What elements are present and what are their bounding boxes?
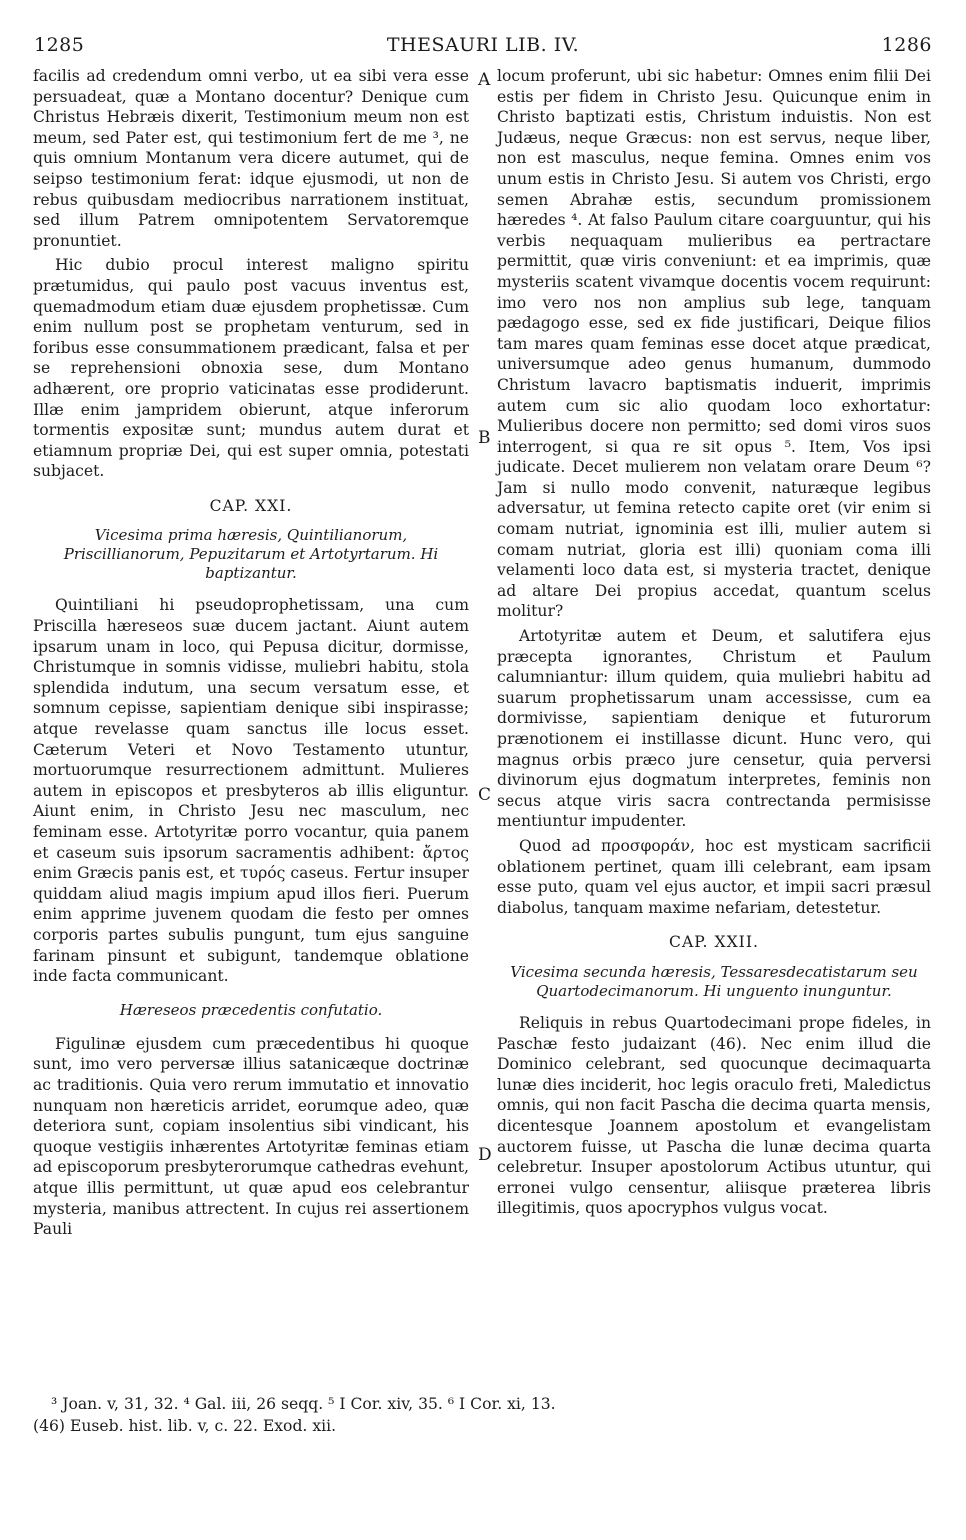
running-header bbox=[34, 34, 932, 64]
paragraph: locum proferunt, ubi sic habetur: Omnes enim filii Dei estis per fidem in Christo Jesu. Quicunque enim in Christo baptizati estis, Christum induistis. Non est Judæus, neque Græcus: non est servus, neque liber, non est masculus, neque femina. Omnes enim vos unum estis in Christo Jesu. Si autem vos Christi, ergo semen Abrahæ estis, secundum promissionem hæredes ⁴. At falso Paulum citare coarguuntur, qui his verbis nequaquam mulieribus ea pertractare permittit, quæ viris conveniunt: et ea imprimis, quæ mysteriis scatent vivamque docentis vocem requirunt: imo vero nos non amplius sub lege, tanquam pædagogo esse, sed ex fide justificari, Deique filios tam mares quam feminas esse docet atque prædicat, universumque adeo genus humanum, dummodo Christum lavacro baptismatis induerit, imprimis autem cum sic alio quodam loco exhortatur: Mulieribus docere non permitto; sed domi viros suos interrogent, si qua re sit opus ⁵. Item, Vos ipsi judicate. Decet mulierem non velatam orare Deum ⁶? Jam si nullo modo convenit, naturæque legibus adversatur, ut femina retecto capite oret (vir enim si comam nutriat, ignominia est illi, mulier autem si comam nutriat, gloria est illi) quoniam coma illi velamenti loco data est, si mysteria tractet, denique ad altare Dei propius accedat, quantum scelus molitur? bbox=[497, 67, 931, 621]
chapter-heading: CAP. XXI. bbox=[209, 496, 293, 515]
right-column bbox=[497, 66, 931, 1223]
paragraph: Reliquis in rebus Quartodecimani prope fideles, in Paschæ festo judaizant (46). Nec enim illud die Dominico celebrant, sed quocunque decimaquarta lunæ dies inciderit, hoc legis oraculo freti, Maledictus omnis, qui non facit Pascha die decima quarta mensis, dicentesque Joannem apostolum et evangelistam auctorem fuisse, ut Pascha die lunæ decima quarta celebretur. Insuper apostolorum Actibus utuntur, qui erronei vulgo censentur, aliisque præterea libris illegitimis, quos apocryphos vulgus vocat. bbox=[497, 1013, 931, 1218]
margin-letter-b: B bbox=[478, 428, 491, 448]
section-title: Hæreseos præcedentis confutatio. bbox=[119, 1000, 383, 1019]
margin-letter-c: C bbox=[478, 785, 492, 805]
footnote-references: ³ Joan. v, 31, 32. ⁴ Gal. iii, 26 seqq. ⁵ I Cor. xiv, 35. ⁶ I Cor. xi, 13. bbox=[51, 1395, 556, 1413]
page-number-right: 1286 bbox=[881, 34, 932, 56]
paragraph: Hic dubio procul interest maligno spiritu prætumidus, qui paulo post vacuus inventus est, quemadmodum etiam duæ ejusdem prophetissæ. Cum enim nullum post se prophetam venturum, sed in foribus esse consummationem prædicant, falsa et per se reprehensioni obnoxia sese, dum Montano adhærent, ore proprio vaticinatas esse prodiderunt. Illæ enim jampridem obierunt, atque inferorum tormentis expositæ sunt; mundus autem durat et etiamnum propriæ Dei, qui est super omnia, potestati subjacet. bbox=[33, 256, 469, 481]
paragraph: Quintiliani hi pseudoprophetissam, una cum Priscilla hæreseos suæ ducem jactant. Aiunt autem ipsarum unam in loco, qui Pepusa dicitur, dormisse, Christumque in somnis vidisse, muliebri habitu, stola splendida indutum, una secum versatum esse, et somnum cepisse, sapientiam denique sibi inspirasse; atque revelasse quam sanctus ille locus esset. Cæterum Veteri et Novo Testamento utuntur, mortuorumque resurrectionem admittunt. Mulieres autem in episcopos et presbyteros ab illis eliguntur. Aiunt enim, in Christo Jesu nec masculum, nec feminam esse. Artotyritæ porro vocantur, quia panem et caseum suis ipsorum sacramentis adhibent: ἄρτος enim Græcis panis est, et τυρός caseus. Fertur insuper quiddam aliud magis impium apud illos fieri. Puerum enim apprime juvenem quodam die festo per omnes corporis partes subulis pungunt, tum ejus sanguine farinam pinsunt et subigunt, tandemque oblatione inde facta communicant. bbox=[33, 596, 469, 986]
margin-letter-d: D bbox=[478, 1145, 492, 1165]
paragraph: Figulinæ ejusdem cum præcedentibus hi quoque sunt, imo vero perversæ illius satanicæque doctrinæ ac traditionis. Quia vero rerum immutatio et innovatio nunquam non hæreticis arridet, eorumque adeo, quæ deteriora sunt, copiam insolentius sibi vindicant, his quoque vestigiis inhærentes Artotyritæ feminas etiam ad episcoporum presbyterorumque cathedras evehunt, atque illis permittunt, ut quæ apud eos celebrantur mysteria, manibus attrectent. In cujus rei assertionem Pauli bbox=[33, 1034, 469, 1239]
paragraph: Artotyritæ autem et Deum, et salutifera ejus præcepta ignorantes, Christum et Paulum calumniantur: illum quidem, quia muliebri habitu ad suarum prophetissarum unam accessisse, cum ea dormivisse, sapientiam denique et futurorum prænotionem ei instillasse dicunt. Hunc vero, qui magnus orbis præco jure censetur, quia perversi divinorum ejus dogmatum interpretes, feminis non secus atque viris sacra contrectanda permisisse mentiuntur impudenter. bbox=[497, 627, 931, 831]
paragraph: facilis ad credendum omni verbo, ut ea sibi vera esse persuadeat, quæ a Montano docentur? Denique cum Christus Hebræis dixerit, Testimonium meum non est meum, sed Pater est, qui testimonium fert de me ³, ne quis omnium Montanum vera dicere autumet, qui de seipso testimonium ferat: idque ejusmodi, ut non de rebus quibusdam mediocribus narrationem instituat, sed illum Patrem omnipotentem Servatoremque pronuntiet. bbox=[33, 67, 469, 250]
running-title: THESAURI LIB. IV. bbox=[386, 34, 580, 56]
page-number-left: 1285 bbox=[34, 34, 85, 56]
footnote-note: (46) Euseb. hist. lib. v, c. 22. Exod. xii. bbox=[33, 1417, 337, 1435]
margin-letter-a: A bbox=[478, 70, 491, 90]
chapter-summary: Vicesima prima hæresis, Quintilianorum, Priscillianorum, Pepuzitarum et Artotyrtarum. Hi baptizantur. bbox=[63, 526, 439, 583]
footnotes bbox=[33, 1393, 933, 1437]
chapter-summary: Vicesima secunda hæresis, Tessaresdecatistarum seu Quartodecimanorum. Hi unguento inunguntur. bbox=[510, 962, 918, 1000]
chapter-heading: CAP. XXII. bbox=[669, 933, 759, 952]
left-column bbox=[33, 66, 469, 1244]
paragraph: Quod ad προσφοράν, hoc est mysticam sacrificii oblationem pertinet, quam illi celebrant, eam ipsam esse puto, quam vel ejus auctor, et impii sacri præsul diabolus, tanquam maxime nefariam, detestetur. bbox=[497, 836, 931, 917]
